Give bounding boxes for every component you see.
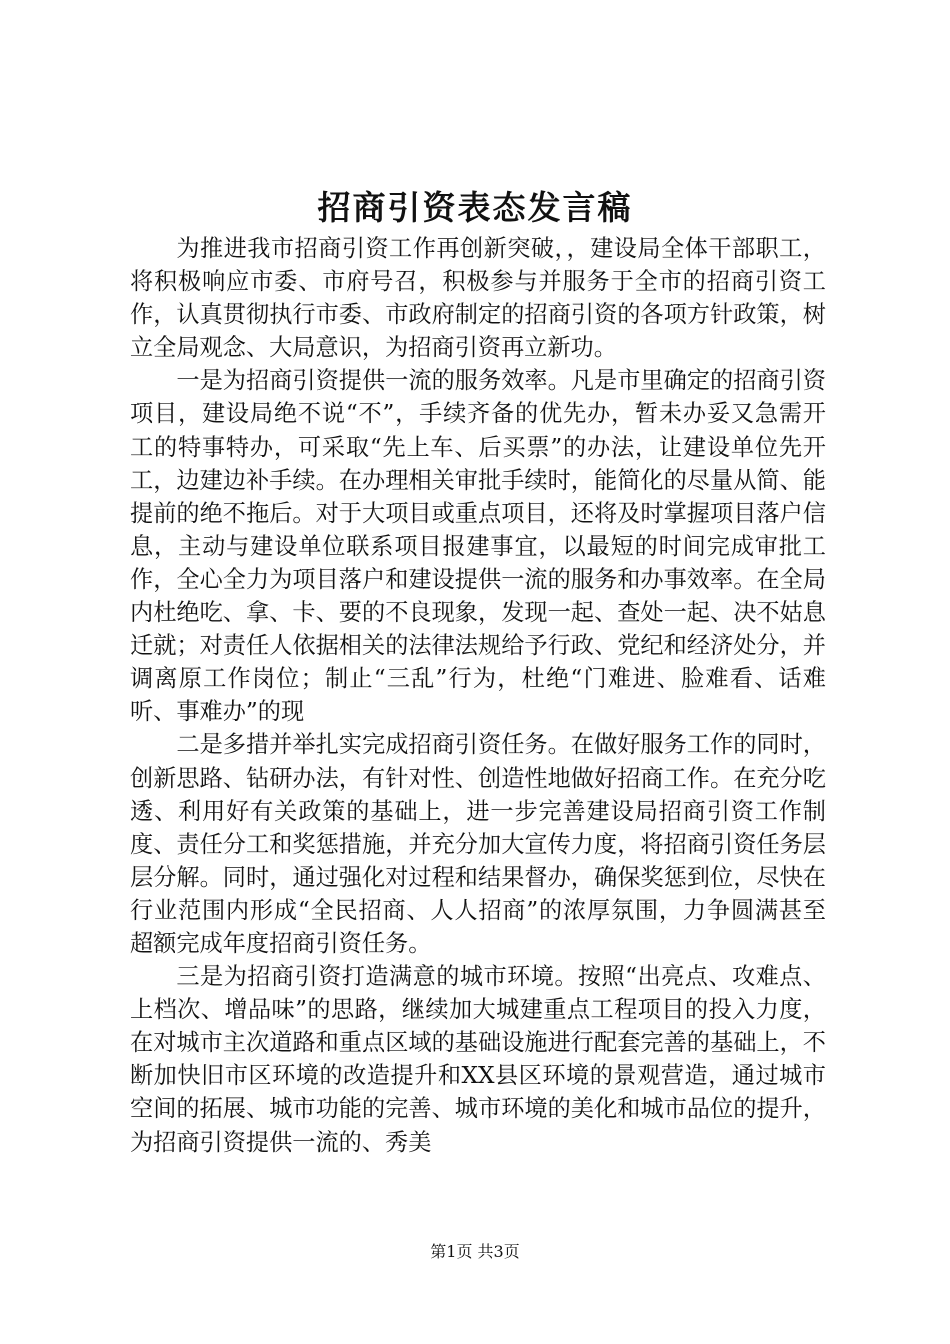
document-title: 招商引资表态发言稿 xyxy=(317,188,633,227)
document-body xyxy=(130,232,826,1159)
paragraph-intro: 为推进我市招商引资工作再创新突破，，建设局全体干部职工，将积极响应市委、市府号召，积极参与并服务于全市的招商引资工作，认真贯彻执行市委、市政府制定的招商引资的各项方针政策，树立全局观念、大局意识，为招商引资再立新功。 xyxy=(130,235,826,362)
paragraph-service-efficiency: 一是为招商引资提供一流的服务效率。凡是市里确定的招商引资项目，建设局绝不说“不”，手续齐备的优先办，暂未办妥又急需开工的特事特办，可采取“先上车、后买票”的办法，让建设单位先开工，边建边补手续。在办理相关审批手续时，能简化的尽量从简、能提前的绝不拖后。对于大项目或重点项目，还将及时掌握项目落户信息，主动与建设单位联系项目报建事宜，以最短的时间完成审批工作，全心全力为项目落户和建设提供一流的服务和办事效率。在全局内杜绝吃、拿、卡、要的不良现象，发现一起、查处一起、决不姑息迁就；对责任人依据相关的法律法规给予行政、党纪和经济处分，并调离原工作岗位；制止“三乱”行为，杜绝“门难进、脸难看、话难听、事难办”的现 xyxy=(130,367,826,726)
paragraph-investment-tasks: 二是多措并举扎实完成招商引资任务。在做好服务工作的同时，创新思路、钻研办法，有针对性、创造性地做好招商工作。在充分吃透、利用好有关政策的基础上，进一步完善建设局招商引资工作制度、责任分工和奖惩措施，并充分加大宣传力度，将招商引资任务层层分解。同时，通过强化对过程和结果督办，确保奖惩到位，尽快在行业范围内形成“全民招商、人人招商”的浓厚氛围，力争圆满甚至超额完成年度招商引资任务。 xyxy=(130,731,826,957)
paragraph-city-environment: 三是为招商引资打造满意的城市环境。按照“出亮点、攻难点、上档次、增品味”的思路，继续加大城建重点工程项目的投入力度，在对城市主次道路和重点区域的基础设施进行配套完善的基础上，不断加快旧市区环境的改造提升和XX县区环境的景观营造，通过城市空间的拓展、城市功能的完善、城市环境的美化和城市品位的提升，为招商引资提供一流的、秀美 xyxy=(130,963,826,1156)
page-number-footer: 第1页 共3页 xyxy=(430,1242,520,1261)
